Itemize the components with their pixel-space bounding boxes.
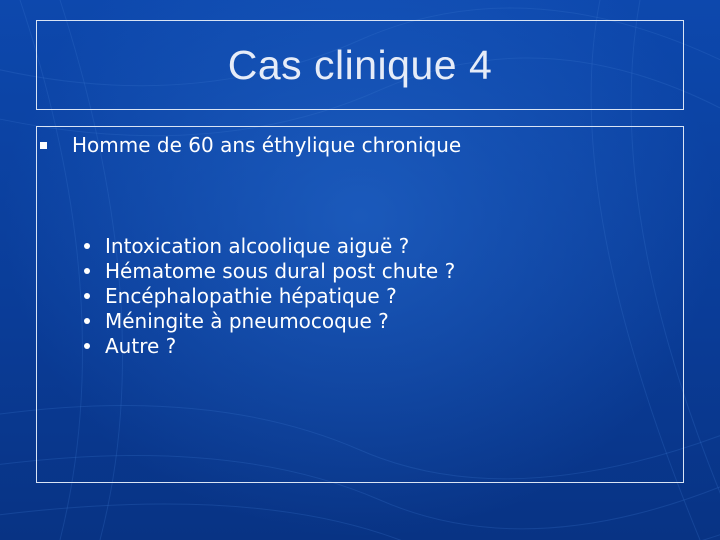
title-frame (36, 20, 684, 110)
list-item-text: Intoxication alcoolique aiguë ? (105, 233, 410, 258)
list-item (82, 258, 455, 283)
sub-point-list (82, 233, 455, 358)
slide-title: Cas clinique 4 (227, 41, 493, 88)
bullet-dot-icon (84, 243, 90, 249)
bullet-dot-icon (84, 293, 90, 299)
list-item-text: Autre ? (105, 333, 177, 358)
main-point: Homme de 60 ans éthylique chronique (72, 133, 462, 157)
list-item (82, 233, 455, 258)
square-bullet-icon (40, 142, 47, 149)
list-item-text: Méningite à pneumocoque ? (105, 308, 389, 333)
bullet-dot-icon (84, 268, 90, 274)
list-item-text: Hématome sous dural post chute ? (105, 258, 456, 283)
bullet-dot-icon (84, 318, 90, 324)
bullet-dot-icon (84, 343, 90, 349)
list-item-text: Encéphalopathie hépatique ? (105, 283, 397, 308)
list-item (82, 308, 455, 333)
list-item (82, 283, 455, 308)
list-item (82, 333, 455, 358)
